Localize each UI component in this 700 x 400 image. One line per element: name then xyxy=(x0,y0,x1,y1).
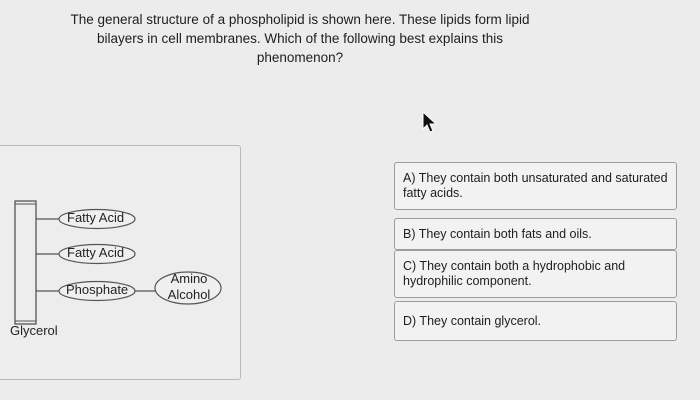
answer-option-c[interactable] xyxy=(394,250,677,298)
question-line-3: phenomenon? xyxy=(256,50,344,65)
mouse-pointer-icon xyxy=(421,111,439,133)
phospholipid-diagram xyxy=(0,145,241,380)
answer-c-line-1: C) They contain both a hydrophobic and xyxy=(403,259,626,273)
answer-a-line-2: fatty acids. xyxy=(403,186,463,200)
answer-option-a[interactable] xyxy=(394,162,677,210)
answer-c-line-2: hydrophilic component. xyxy=(403,274,532,288)
question-text xyxy=(70,10,530,67)
answer-option-b[interactable] xyxy=(394,218,677,250)
amino-label-line-1: Amino xyxy=(170,271,208,286)
glycerol-label: Glycerol xyxy=(10,323,58,338)
amino-alcohol-label xyxy=(163,271,215,303)
fatty-acid-label-2: Fatty Acid xyxy=(67,245,125,260)
phosphate-label: Phosphate xyxy=(66,282,129,297)
amino-label-line-2: Alcohol xyxy=(167,287,211,302)
answer-b-text: B) They contain both fats and oils. xyxy=(403,226,592,241)
question-line-1: The general structure of a phospholipid is shown here. These lipids form lipid xyxy=(70,12,530,27)
answer-a-line-1: A) They contain both unsaturated and saturated xyxy=(403,171,668,185)
answer-option-d[interactable] xyxy=(394,301,677,341)
phospholipid-structure-lines xyxy=(0,146,240,379)
answer-d-text: D) They contain glycerol. xyxy=(403,313,542,328)
fatty-acid-label-1: Fatty Acid xyxy=(67,210,125,225)
question-line-2: bilayers in cell membranes. Which of the following best explains this xyxy=(97,31,503,46)
